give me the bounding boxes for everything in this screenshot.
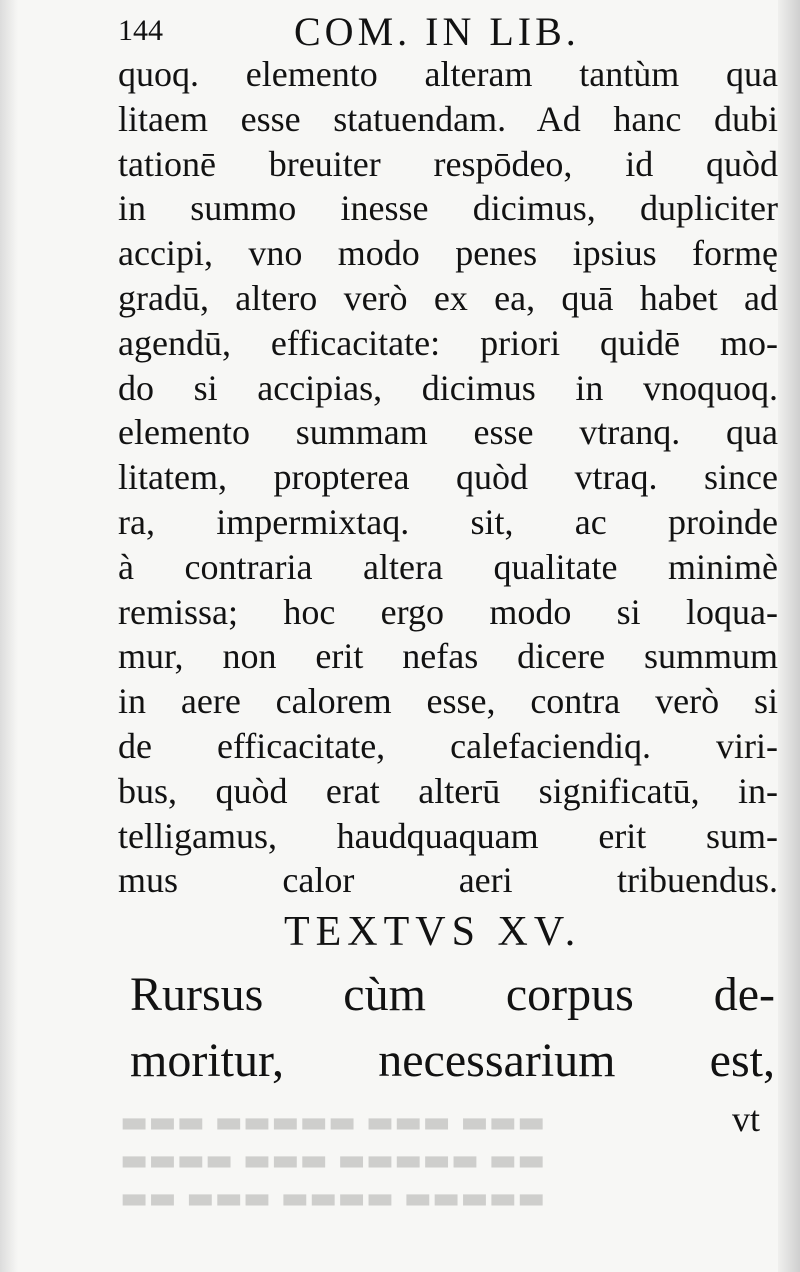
text-line: ra, impermixtaq. sit, ac proinde <box>118 501 778 542</box>
text-line: quoq. elemento alteram tantùm qua <box>118 54 778 94</box>
text-line: in aere calorem esse, contra verò si <box>118 681 778 722</box>
section-title: TEXTVS XV. <box>284 909 582 955</box>
text-line: do si accipias, dicimus in vnoquoq. <box>118 367 778 408</box>
page-header <box>118 6 758 54</box>
text-line: remissa; hoc ergo modo si loqua- <box>118 591 778 632</box>
text-line: Rursus cùm corpus de- <box>130 968 775 1021</box>
text-line: moritur, necessarium est, <box>130 1034 775 1087</box>
text-line: bus, quòd erat alterū significatū, in- <box>118 770 778 811</box>
show-through-texture: ▬▬ ▬▬▬ ▬▬▬▬ ▬▬▬▬▬ ▬▬▬▬ ▬▬▬ ▬▬▬▬▬ ▬▬ ▬▬▬ ▬▬▬▬▬ ▬▬▬ ▬▬▬ <box>120 1108 546 1219</box>
text-line: à contraria altera qualitate minimè <box>118 546 778 587</box>
text-line: tationē breuiter respōdeo, id quòd <box>118 143 778 184</box>
page-number: 144 <box>118 14 163 47</box>
text-line: elemento summam esse vtranq. qua <box>118 412 778 453</box>
commentary-text <box>118 52 778 903</box>
gutter-shadow <box>0 0 18 1272</box>
text-line: mur, non erit nefas dicere summum <box>118 636 778 677</box>
text-line: litaem esse statuendam. Ad hanc dubi <box>118 98 778 139</box>
catchword: vt <box>732 1099 761 1139</box>
text-line: agendū, efficacitate: priori quidē mo- <box>118 322 778 363</box>
text-line: mus calor aeri tribuendus. <box>118 860 778 901</box>
text-line: telligamus, haudquaquam erit sum- <box>118 815 778 856</box>
text-line: litatem, propterea quòd vtraq. since <box>118 457 778 498</box>
page-edge <box>778 0 800 1272</box>
text-line: de efficacitate, calefaciendiq. viri- <box>118 725 778 766</box>
text-line: in summo inesse dicimus, dupliciter <box>118 188 778 229</box>
running-head: COM. IN LIB. <box>294 9 580 54</box>
quoted-text <box>130 962 775 1094</box>
text-line: gradū, altero verò ex ea, quā habet ad <box>118 277 778 318</box>
text-line: accipi, vno modo penes ipsius formę <box>118 233 778 274</box>
